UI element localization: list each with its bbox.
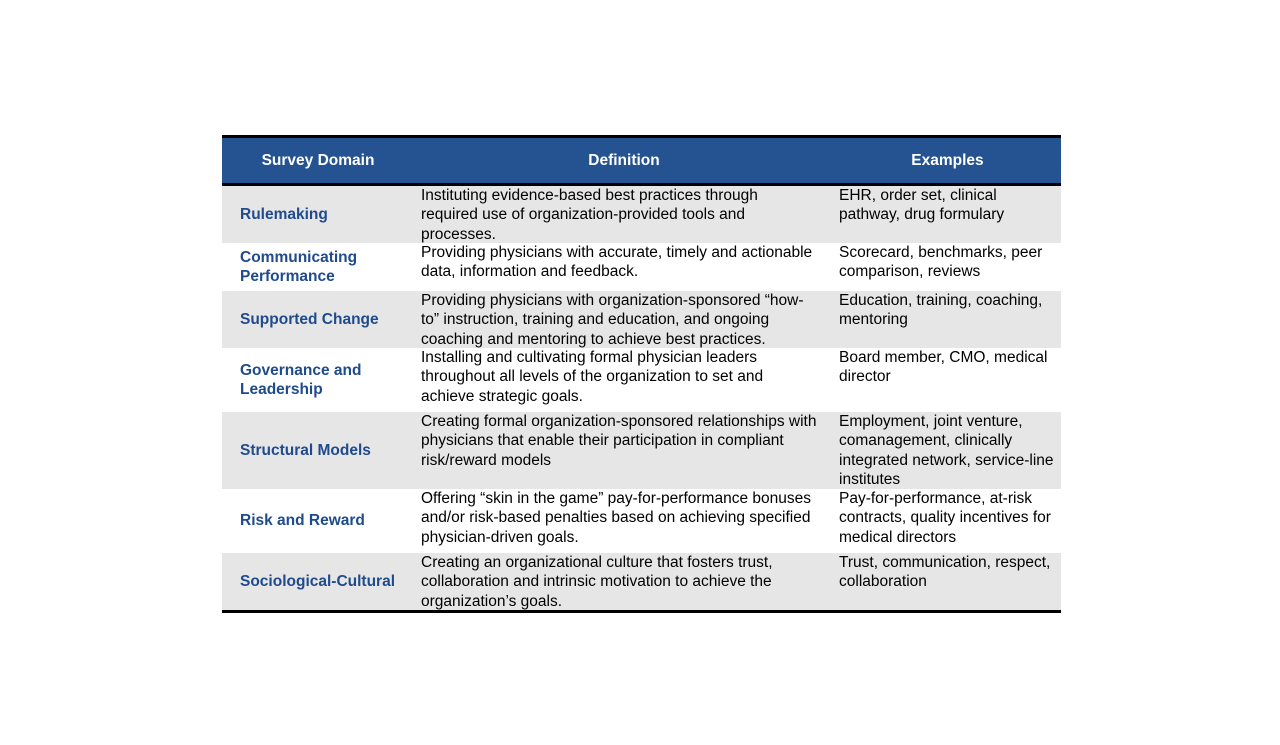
survey-domain-name: Rulemaking — [240, 205, 328, 223]
definition-cell — [414, 186, 834, 243]
table-body — [222, 186, 1061, 610]
definition-line: achieve strategic goals. — [421, 387, 583, 405]
survey-domain-cell — [222, 291, 414, 348]
definition-line: physician-driven goals. — [421, 528, 579, 546]
examples-cell — [834, 186, 1061, 243]
examples-line: mentoring — [839, 311, 908, 329]
definition-line: Providing physicians with organization-sponsored “how- — [421, 292, 804, 309]
examples-line: Education, training, coaching, — [839, 292, 1043, 309]
definition-line: required use of organization-provided tools and — [421, 206, 745, 224]
examples-line: collaboration — [839, 573, 927, 591]
survey-domain-name: Risk and Reward — [240, 512, 365, 530]
examples-cell — [834, 553, 1061, 610]
examples-line: EHR, order set, clinical — [839, 187, 997, 204]
survey-domain-name: Supported Change — [240, 310, 379, 328]
survey-domain-cell — [222, 243, 414, 291]
examples-cell — [834, 489, 1061, 553]
definition-line: Creating an organizational culture that fosters trust, — [421, 554, 773, 571]
definition-line: physicians that enable their participation in compliant — [421, 432, 784, 450]
definition-line: data, information and feedback. — [421, 263, 639, 281]
examples-cell — [834, 243, 1061, 291]
examples-line: pathway, drug formulary — [839, 206, 1005, 224]
table-row — [222, 489, 1061, 553]
definition-cell — [414, 489, 834, 553]
definition-line: and/or risk-based penalties based on achieving specified — [421, 509, 811, 527]
definition-line: Offering “skin in the game” pay-for-performance bonuses — [421, 490, 811, 507]
survey-domain-cell — [222, 489, 414, 553]
definition-line: coaching and mentoring to achieve best practices. — [421, 330, 766, 348]
definition-line: Providing physicians with accurate, timely and actionable — [421, 244, 813, 261]
examples-cell — [834, 348, 1061, 412]
examples-line: Board member, CMO, medical — [839, 349, 1048, 366]
survey-domain-name: Communicating Performance — [240, 248, 358, 285]
definition-line: organization’s goals. — [421, 592, 563, 610]
examples-line: Scorecard, benchmarks, peer — [839, 244, 1043, 261]
table-row — [222, 553, 1061, 610]
examples-line: Employment, joint venture, — [839, 413, 1023, 430]
survey-domain-name: Structural Models — [240, 441, 371, 459]
examples-line: medical directors — [839, 528, 957, 546]
definition-cell — [414, 553, 834, 610]
survey-domain-name: Sociological-Cultural — [240, 572, 396, 590]
definition-line: Creating formal organization-sponsored relationships with — [421, 413, 817, 430]
definition-line: risk/reward models — [421, 451, 552, 469]
header-examples: Examples — [911, 151, 984, 169]
survey-domain-cell — [222, 553, 414, 610]
survey-domain-table — [222, 135, 1061, 613]
definition-cell — [414, 243, 834, 291]
examples-cell — [834, 412, 1061, 489]
examples-line: comanagement, clinically — [839, 432, 1013, 450]
header-definition: Definition — [588, 151, 660, 169]
survey-domain-cell — [222, 348, 414, 412]
survey-domain-cell — [222, 412, 414, 489]
examples-line: integrated network, service-line — [839, 451, 1054, 469]
table-row — [222, 348, 1061, 412]
table-row — [222, 412, 1061, 489]
definition-line: collaboration and intrinsic motivation to achieve the — [421, 573, 772, 591]
definition-line: Installing and cultivating formal physician leaders — [421, 349, 758, 366]
definition-cell — [414, 348, 834, 412]
table-row — [222, 291, 1061, 348]
examples-line: institutes — [839, 470, 901, 488]
table-row — [222, 243, 1061, 291]
definition-line: to” instruction, training and education, and ongoing — [421, 311, 770, 329]
definition-line: processes. — [421, 225, 496, 243]
definition-line: Instituting evidence-based best practices through — [421, 187, 758, 204]
examples-cell — [834, 291, 1061, 348]
examples-line: Pay-for-performance, at-risk — [839, 490, 1032, 507]
examples-line: Trust, communication, respect, — [839, 554, 1051, 571]
examples-line: contracts, quality incentives for — [839, 509, 1051, 527]
survey-domain-name: Governance and Leadership — [240, 361, 362, 398]
examples-line: comparison, reviews — [839, 263, 981, 281]
definition-line: throughout all levels of the organization to set and — [421, 368, 764, 386]
definition-cell — [414, 291, 834, 348]
table-header — [222, 138, 1061, 186]
definition-cell — [414, 412, 834, 489]
table-row — [222, 186, 1061, 243]
header-survey-domain: Survey Domain — [261, 151, 375, 169]
examples-line: director — [839, 368, 891, 386]
survey-domain-cell — [222, 186, 414, 243]
